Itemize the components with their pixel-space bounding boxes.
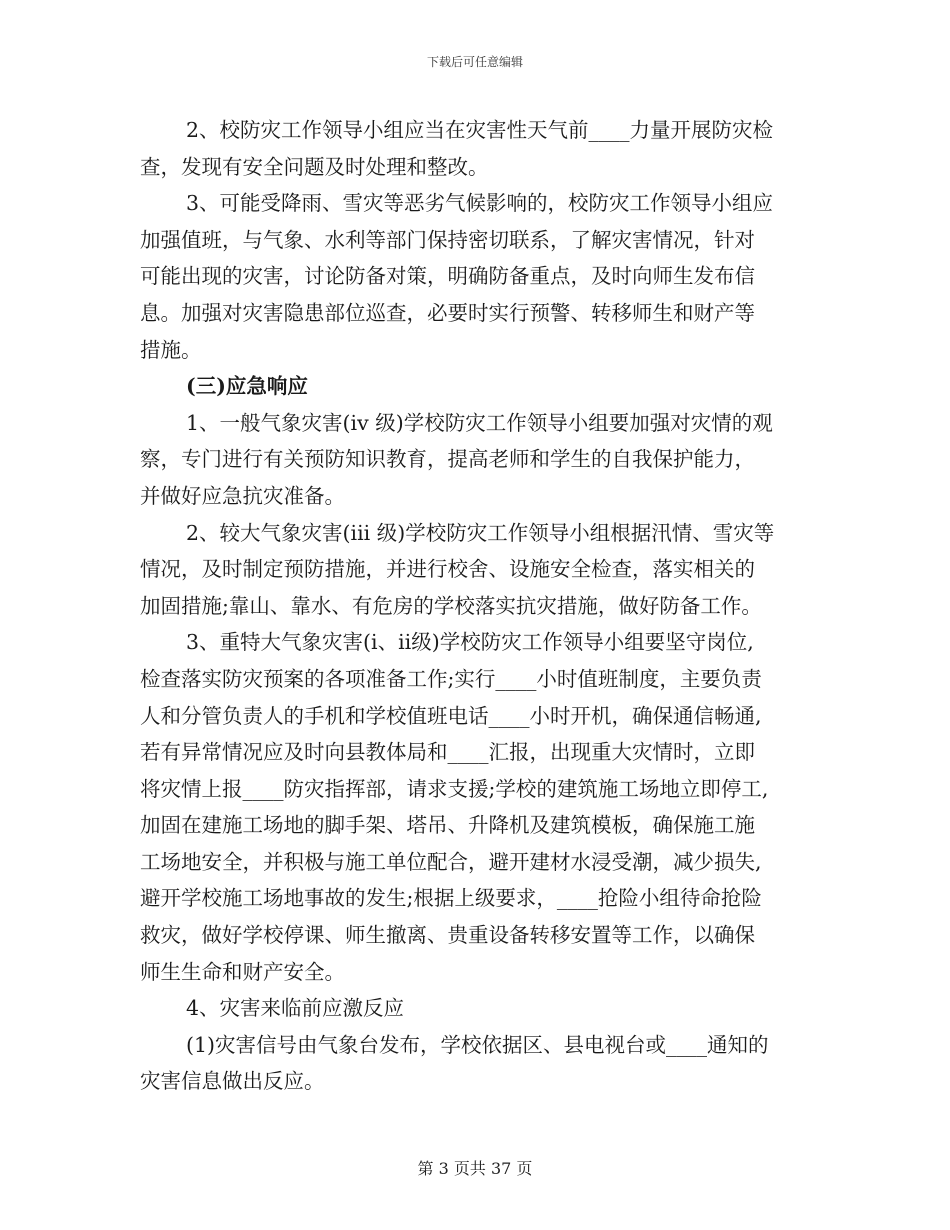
text-line: 察，专门进行有关预防知识教育，提高老师和学生的自我保护能力， [140, 447, 755, 472]
text-line: 情况，及时制定预防措施，并进行校舍、设施安全检查，落实相关的 [140, 557, 755, 582]
text-line: 灾害信息做出反应。 [140, 1069, 325, 1094]
text-line: 3、可能受降雨、雪灾等恶劣气候影响的，校防灾工作领导小组应 [186, 191, 774, 216]
text-line: 3、重特大气象灾害(ⅰ、ⅱ级)学校防灾工作领导小组要坚守岗位, [186, 630, 754, 655]
text-line: 加强值班，与气象、水利等部门保持密切联系，了解灾害情况，针对 [140, 227, 755, 252]
text-line: 1、一般气象灾害(iv 级)学校防灾工作领导小组要加强对灾情的观 [186, 410, 773, 435]
text-line: 措施。 [140, 337, 202, 362]
text-line: 可能出现的灾害，讨论防备对策，明确防备重点，及时向师生发布信 [140, 264, 755, 289]
text-line: 人和分管负责人的手机和学校值班电话____小时开机，确保通信畅通, [140, 703, 762, 728]
text-line: 2、较大气象灾害(iii 级)学校防灾工作领导小组根据汛情、雪灾等 [186, 520, 775, 545]
text-line: 工场地安全，并积极与施工单位配合，避开建材水浸受潮，减少损失, [140, 849, 762, 874]
text-line: 检查落实防灾预案的各项准备工作;实行____小时值班制度，主要负责 [140, 666, 762, 691]
text-line: 并做好应急抗灾准备。 [140, 483, 345, 508]
text-line: 加固措施;靠山、靠水、有危房的学校落实抗灾措施，做好防备工作。 [140, 593, 762, 618]
text-line: 加固在建施工场地的脚手架、塔吊、升降机及建筑模板，确保施工施 [140, 813, 755, 838]
text-line: 师生生命和财产安全。 [140, 959, 345, 984]
text-line: 救灾，做好学校停课、师生撤离、贵重设备转移安置等工作，以确保 [140, 923, 755, 948]
text-line: 避开学校施工场地事故的发生;根据上级要求，____抢险小组待命抢险 [140, 886, 762, 911]
text-line: 2、校防灾工作领导小组应当在灾害性天气前____力量开展防灾检 [186, 118, 774, 142]
text-line: 将灾情上报____防灾指挥部，请求支援;学校的建筑施工场地立即停工, [140, 776, 769, 801]
text-line: 息。加强对灾害隐患部位巡查，必要时实行预警、转移师生和财产等 [140, 300, 755, 325]
text-line: (1)灾害信号由气象台发布，学校依据区、县电视台或____通知的 [186, 1032, 769, 1057]
section-heading: (三)应急响应 [186, 374, 308, 399]
page-header: 下载后可任意编辑 [426, 55, 523, 69]
document-body [140, 112, 820, 1100]
text-line: 查，发现有安全问题及时处理和整改。 [140, 154, 489, 179]
text-line: 若有异常情况应及时向县教体局和____汇报，出现重大灾情时，立即 [140, 740, 755, 765]
page-footer: 第 3 页共 37 页 [417, 1159, 533, 1178]
text-line: 4、灾害来临前应激反应 [186, 996, 405, 1021]
